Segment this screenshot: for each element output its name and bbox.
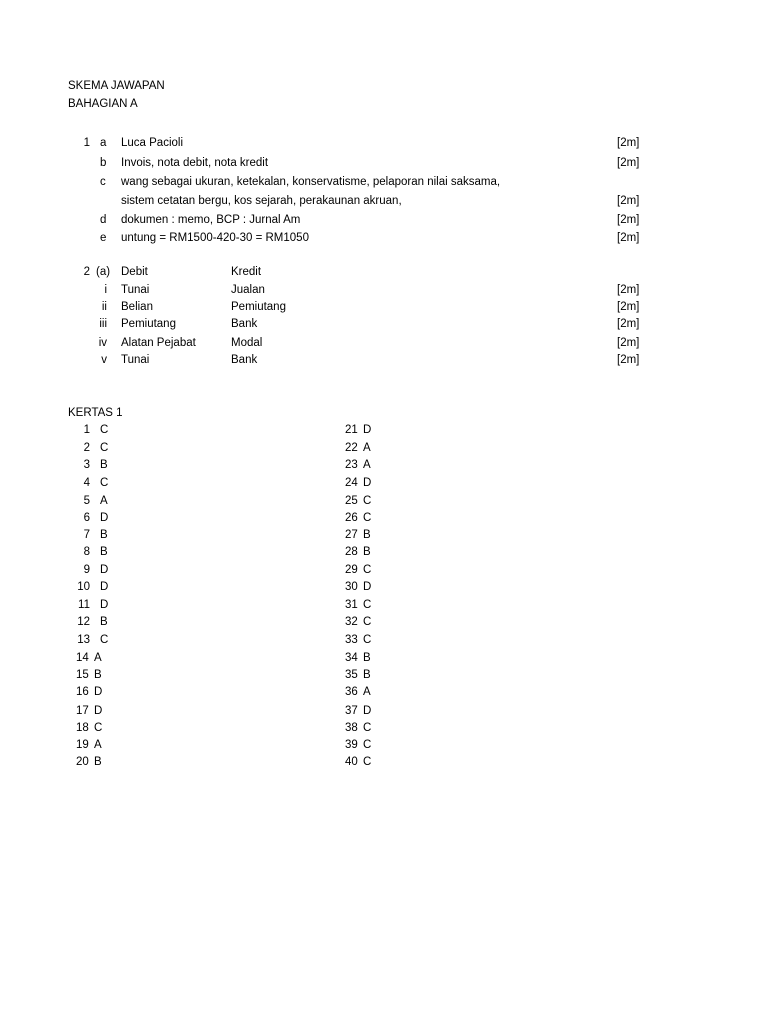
answer-number: 7: [83, 529, 90, 541]
answer-letter: B: [363, 669, 371, 681]
answer-number: 10: [77, 581, 90, 593]
answer-number: 40: [345, 756, 358, 768]
q2-row-debit: Belian: [121, 301, 153, 313]
q1-item-mark: [2m]: [617, 232, 640, 244]
answer-letter: C: [100, 442, 109, 454]
answer-number: 8: [83, 546, 90, 558]
answer-letter: D: [100, 564, 109, 576]
answer-letter: C: [100, 424, 109, 436]
answer-letter: B: [94, 669, 102, 681]
q1-item-mark: [2m]: [617, 195, 640, 207]
answer-number: 1: [83, 424, 90, 436]
answer-number: 16: [76, 686, 89, 698]
answer-letter: D: [363, 477, 372, 489]
answer-letter: C: [363, 739, 372, 751]
answer-letter: A: [94, 652, 102, 664]
answer-number: 13: [77, 634, 90, 646]
q2-row-kredit: Bank: [231, 354, 258, 366]
answer-letter: C: [363, 564, 372, 576]
answer-number: 30: [345, 581, 358, 593]
answer-letter: A: [363, 686, 371, 698]
answer-number: 35: [345, 669, 358, 681]
answer-letter: D: [94, 686, 103, 698]
answer-number: 11: [78, 599, 90, 611]
answer-number: 38: [345, 722, 358, 734]
answer-number: 18: [76, 722, 89, 734]
answer-letter: C: [363, 634, 372, 646]
q2-part: (a): [96, 266, 111, 278]
answer-letter: C: [363, 616, 372, 628]
answer-letter: C: [363, 722, 372, 734]
answer-letter: D: [363, 424, 372, 436]
q2-row-mark: [2m]: [617, 337, 640, 349]
answer-number: 3: [83, 459, 90, 471]
answer-number: 39: [345, 739, 358, 751]
answer-number: 19: [76, 739, 89, 751]
answer-letter: C: [363, 756, 372, 768]
q1-item-letter: b: [100, 157, 107, 169]
q1-item-text: dokumen : memo, BCP : Jurnal Am: [121, 214, 301, 226]
answer-letter: C: [100, 634, 109, 646]
q2-row-kredit: Bank: [231, 318, 258, 330]
answer-number: 25: [345, 495, 358, 507]
answer-letter: C: [363, 512, 372, 524]
answer-letter: D: [100, 581, 109, 593]
q1-item-letter: d: [100, 214, 107, 226]
answer-number: 27: [345, 529, 358, 541]
answer-letter: B: [100, 459, 108, 471]
answer-number: 23: [345, 459, 358, 471]
answer-letter: C: [100, 477, 109, 489]
q1-item-text: Invois, nota debit, nota kredit: [121, 157, 269, 169]
answer-number: 22: [345, 442, 358, 454]
answer-number: 26: [345, 512, 358, 524]
answer-letter: B: [94, 756, 102, 768]
kredit-header: Kredit: [231, 266, 262, 278]
answer-letter: D: [100, 512, 109, 524]
answer-number: 28: [345, 546, 358, 558]
answer-number: 34: [345, 652, 358, 664]
answer-letter: B: [100, 529, 108, 541]
answer-letter: C: [363, 599, 372, 611]
q2-row-debit: Tunai: [121, 354, 150, 366]
q2-row-debit: Tunai: [121, 284, 150, 296]
answer-number: 17: [76, 705, 89, 717]
q2-row-kredit: Jualan: [231, 284, 265, 296]
answer-number: 33: [345, 634, 358, 646]
answer-number: 4: [83, 477, 90, 489]
answer-number: 5: [83, 495, 90, 507]
q1-item-mark: [2m]: [617, 157, 640, 169]
q2-number: 2: [83, 266, 90, 278]
q2-row-kredit: Pemiutang: [231, 301, 286, 313]
answer-letter: A: [100, 495, 108, 507]
answer-letter: B: [363, 529, 371, 541]
q1-item-text: Luca Pacioli: [121, 137, 184, 149]
section-title: BAHAGIAN A: [68, 98, 138, 110]
q1-item-letter: c: [100, 176, 106, 188]
q1-item-text: untung = RM1500-420-30 = RM1050: [121, 232, 309, 244]
answer-number: 37: [345, 705, 358, 717]
answer-letter: B: [100, 546, 108, 558]
q2-row-roman: ii: [101, 301, 107, 313]
answer-letter: D: [363, 581, 372, 593]
q2-row-roman: iv: [98, 337, 107, 349]
q1-item-mark: [2m]: [617, 214, 640, 226]
q1-item-text: wang sebagai ukuran, ketekalan, konservatisme, pelaporan nilai saksama,: [121, 176, 501, 188]
q2-row-debit: Pemiutang: [121, 318, 176, 330]
answer-letter: D: [100, 599, 109, 611]
answer-letter: A: [363, 442, 371, 454]
q2-row-debit: Alatan Pejabat: [121, 337, 196, 349]
q2-row-kredit: Modal: [231, 337, 263, 349]
answer-number: 31: [345, 599, 358, 611]
answer-number: 14: [76, 652, 89, 664]
answer-number: 12: [77, 616, 90, 628]
answer-letter: A: [363, 459, 371, 471]
answer-letter: C: [363, 495, 372, 507]
debit-header: Debit: [121, 266, 148, 278]
q2-row-mark: [2m]: [617, 301, 640, 313]
q2-row-mark: [2m]: [617, 284, 640, 296]
q1-item-text: sistem cetatan bergu, kos sejarah, perakaunan akruan,: [121, 195, 402, 207]
answer-number: 24: [345, 477, 358, 489]
answer-number: 36: [345, 686, 358, 698]
q2-row-roman: v: [101, 354, 107, 366]
q1-item-letter: a: [100, 137, 107, 149]
q1-item-letter: e: [100, 232, 107, 244]
answer-letter: D: [363, 705, 372, 717]
answer-number: 9: [83, 564, 90, 576]
q2-row-roman: iii: [99, 318, 107, 330]
document-title: SKEMA JAWAPAN: [68, 80, 165, 92]
q2-row-mark: [2m]: [617, 354, 640, 366]
answer-number: 2: [83, 442, 90, 454]
q2-row-mark: [2m]: [617, 318, 640, 330]
answer-number: 21: [345, 424, 358, 436]
q1-number: 1: [83, 137, 90, 149]
answer-number: 6: [83, 512, 90, 524]
q2-row-roman: i: [104, 284, 107, 296]
answer-letter: B: [100, 616, 108, 628]
q1-item-mark: [2m]: [617, 137, 640, 149]
kertas1-title: KERTAS 1: [68, 407, 123, 419]
answer-number: 29: [345, 564, 358, 576]
answer-letter: C: [94, 722, 103, 734]
answer-letter: B: [363, 546, 371, 558]
answer-number: 15: [76, 669, 89, 681]
answer-letter: D: [94, 705, 103, 717]
answer-number: 20: [76, 756, 89, 768]
answer-letter: B: [363, 652, 371, 664]
answer-letter: A: [94, 739, 102, 751]
answer-number: 32: [345, 616, 358, 628]
